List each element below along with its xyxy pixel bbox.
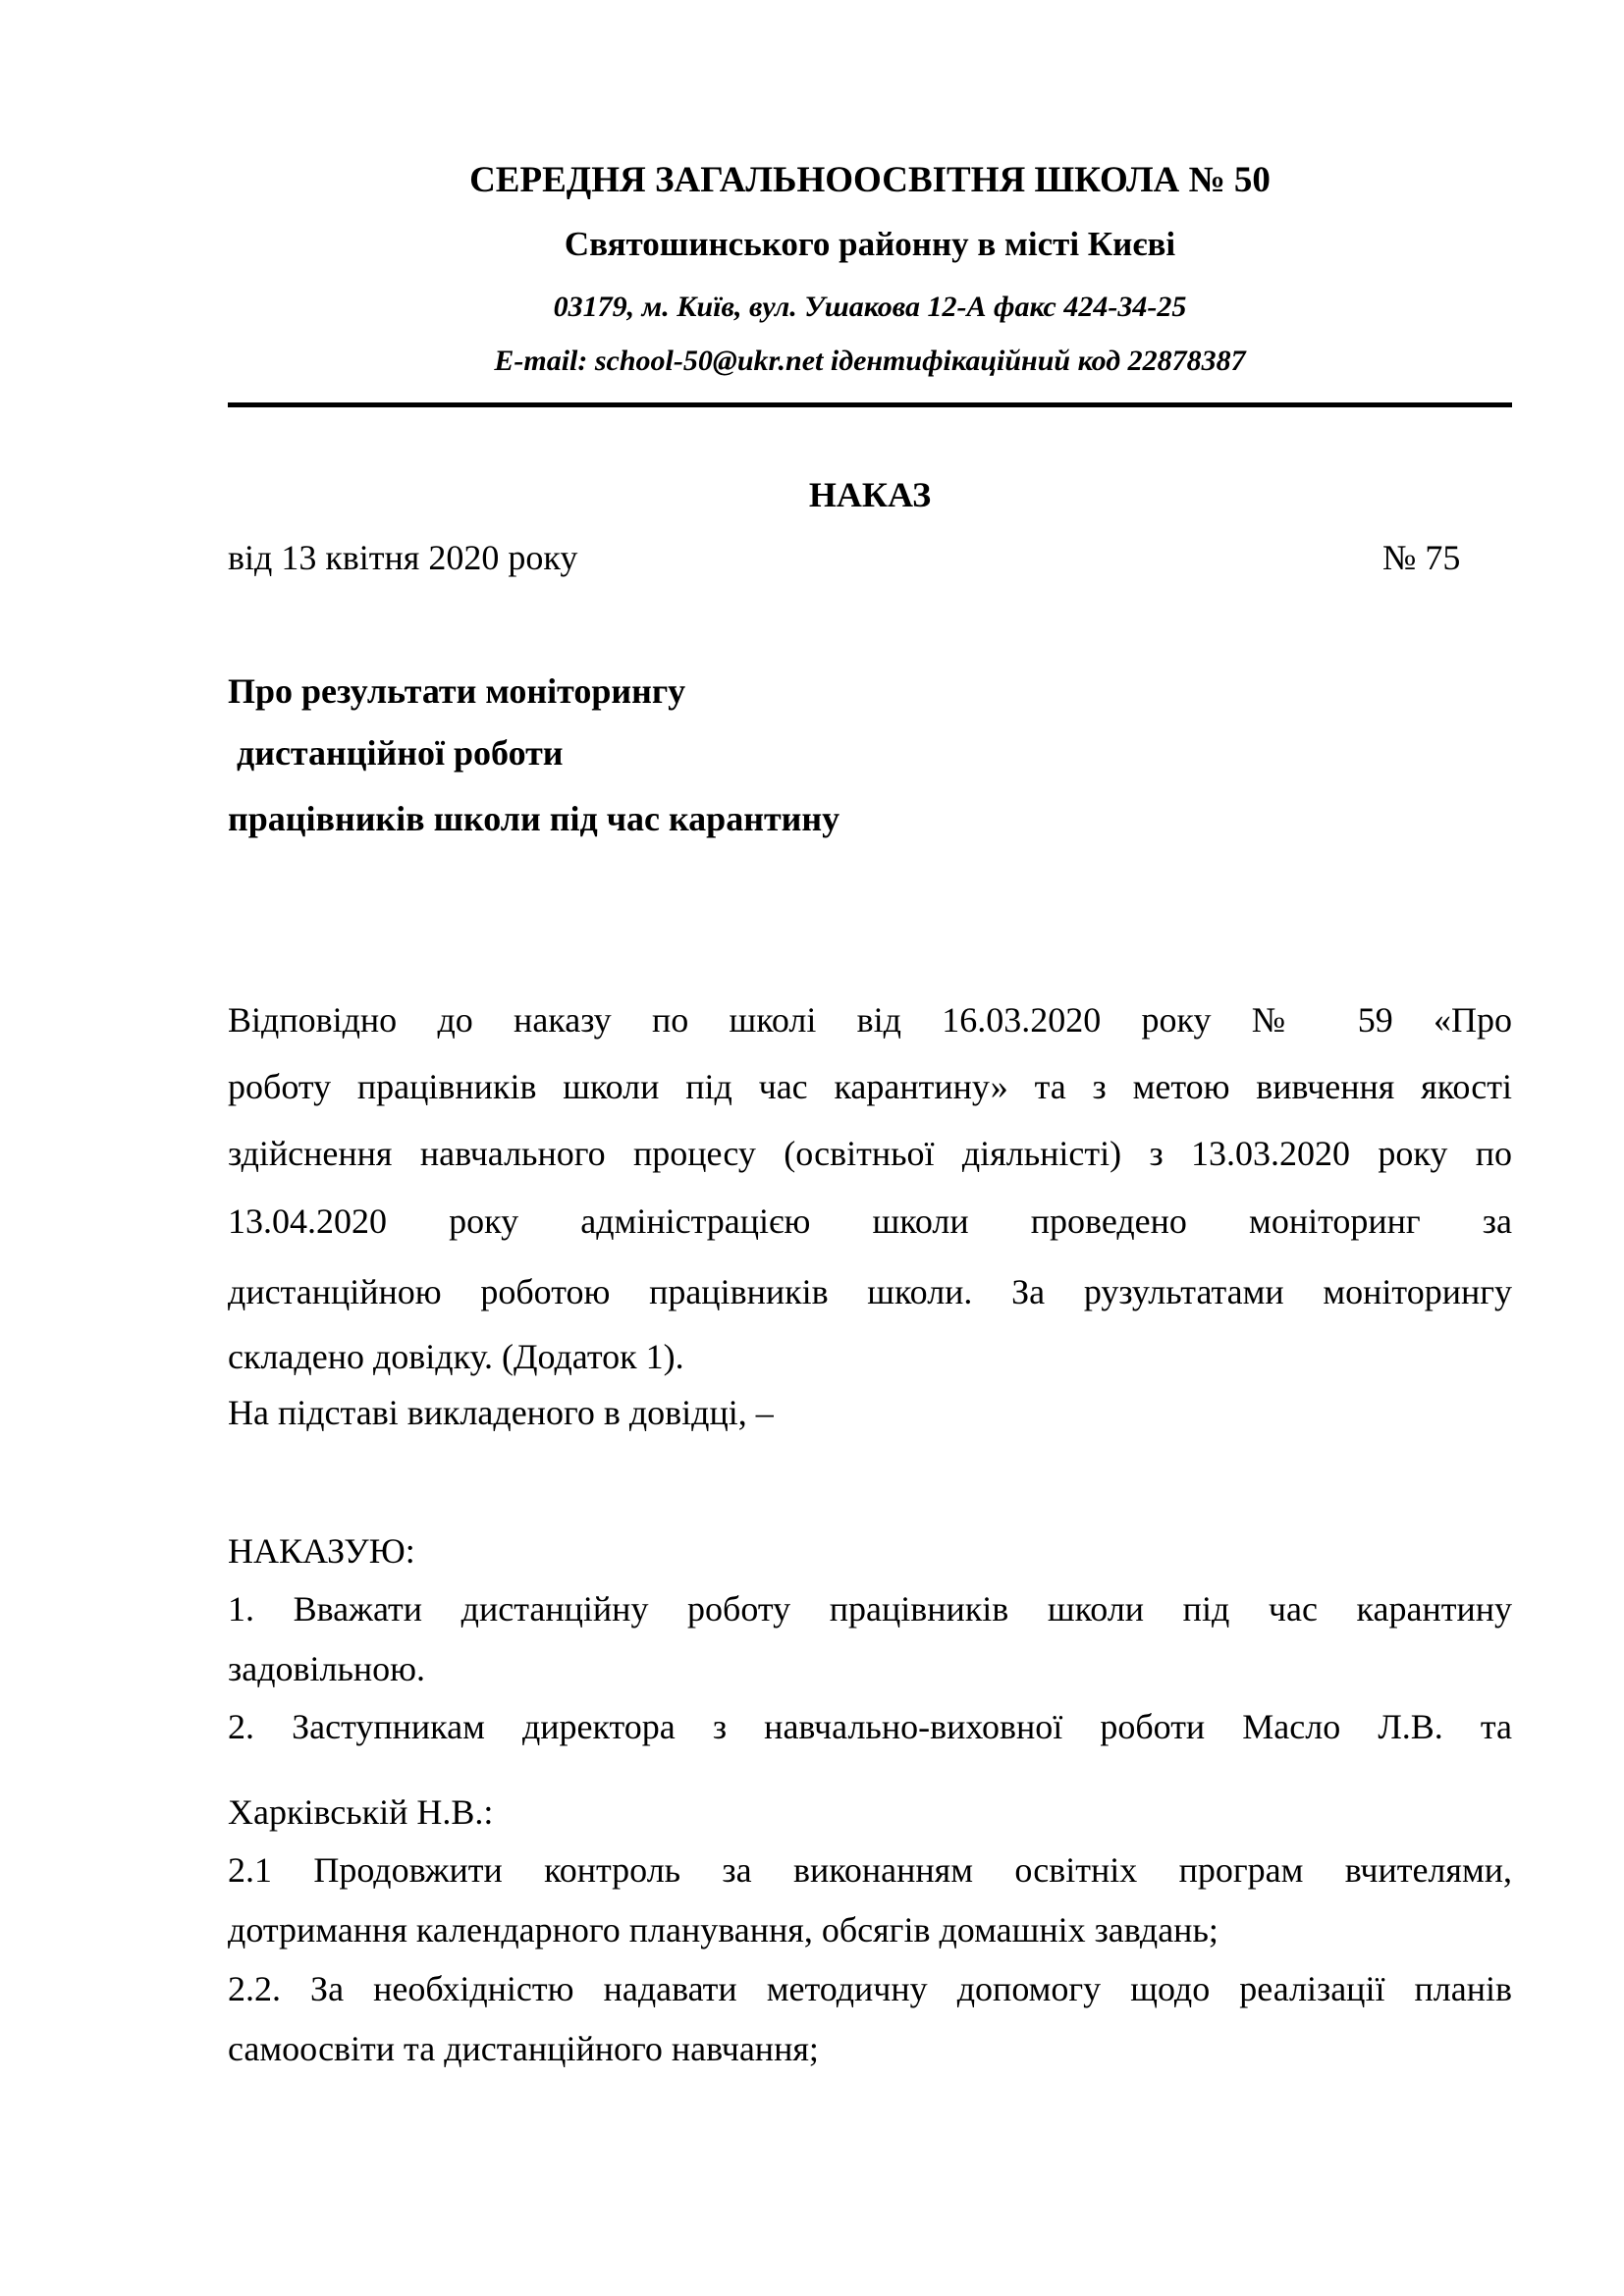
preamble-line: 13.04.2020 року адміністрацією школи проведено моніторинг за [228,1201,1512,1241]
preamble-line: Відповідно до наказу по школі від 16.03.2020 року № 59 «Про [228,1000,1512,1040]
preamble-line: роботу працівників школи під час карантину» та з метою вивчення якості [228,1067,1512,1106]
preamble-line: дистанційною роботою працівників школи. За рузультатами моніторингу [228,1272,1512,1311]
order-word: НАКАЗУЮ: [228,1531,415,1571]
order-item-1: задовільною. [228,1649,426,1688]
preamble-line: здійснення навчального процесу (освітньої діяльністі) з 13.03.2020 року по [228,1134,1512,1173]
order-item-1: 1. Вважати дистанційну роботу працівників школи під час карантину [228,1589,1512,1629]
order-item-2: Харківській Н.В.: [228,1792,494,1832]
letterhead-divider [228,402,1512,407]
order-title: НАКАЗ [808,475,932,514]
letterhead-contacts: E-mail: school-50@ukr.net ідентифікаційний код 22878387 [494,345,1246,377]
letterhead-address: 03179, м. Київ, вул. Ушакова 12-А факс 424-34-25 [553,291,1187,323]
subject-line: дистанційної роботи [228,733,564,773]
order-number: № 75 [1382,538,1461,577]
letterhead-district: Святошинського районну в місті Києві [564,225,1176,263]
letterhead-school-name: СЕРЕДНЯ ЗАГАЛЬНООСВІТНЯ ШКОЛА № 50 [469,160,1271,200]
order-item-2-2: самоосвіти та дистанційного навчання; [228,2029,819,2068]
subject-line: працівників школи під час карантину [228,799,840,838]
order-date: від 13 квітня 2020 року [228,538,578,577]
basis-line: На підставі викладеного в довідці, – [228,1393,774,1432]
subject-line: Про результати моніторингу [228,671,686,711]
order-item-2: 2. Заступникам директора з навчально-виховної роботи Масло Л.В. та [228,1707,1512,1746]
preamble-line: складено довідку. (Додаток 1). [228,1337,684,1376]
order-item-2-2: 2.2. За необхідністю надавати методичну допомогу щодо реалізації планів [228,1969,1512,2008]
order-item-2-1: дотримання календарного планування, обсягів домашніх завдань; [228,1910,1218,1949]
order-item-2-1: 2.1 Продовжити контроль за виконанням освітніх програм вчителями, [228,1850,1512,1890]
